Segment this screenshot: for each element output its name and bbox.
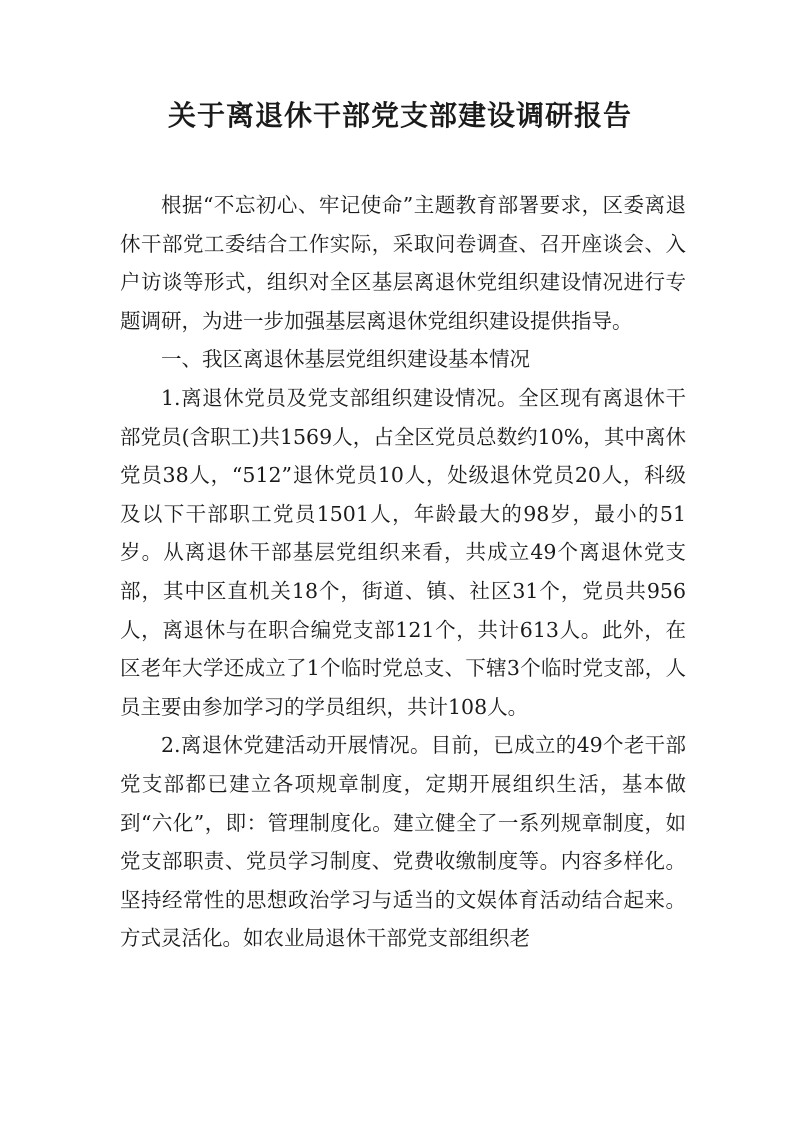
document-body — [120, 186, 686, 958]
intro-paragraph: 根据“不忘初心、牢记使命”主题教育部署要求，区委离退休干部党工委结合工作实际，采取问卷调查、召开座谈会、入户访谈等形式，组织对全区基层离退休党组织建设情况进行专题调研，为进一步加强基层离退休党组织建设提供指导。 — [120, 193, 686, 333]
paragraph-party-members: 1.离退休党员及党支部组织建设情况。全区现有离退休干部党员(含职工)共1569人，占全区党员总数约10%，其中离休党员38人，“512”退休党员10人，处级退休党员20人，科级及以下干部职工党员1501人，年龄最大的98岁，最小的51岁。从离退休干部基层党组织来看，共成立49个离退休党支部，其中区直机关18个，街道、镇、社区31个，党员共956人，离退休与在职合编党支部121个，共计613人。此外，在区老年大学还成立了1个临时党总支、下辖3个临时党支部，人员主要由参加学习的学员组织，共计108人。 — [120, 385, 686, 719]
paragraph-activities: 2.离退休党建活动开展情况。目前，已成立的49个老干部党支部都已建立各项规章制度，定期开展组织生活，基本做到“六化”，即：管理制度化。建立健全了一系列规章制度，如党支部职责、党员学习制度、党费收缴制度等。内容多样化。坚持经常性的思想政治学习与适当的文娱体育活动结合起来。方式灵活化。如农业局退休干部党支部组织老 — [120, 733, 686, 951]
document-title: 关于离退休干部党支部建设调研报告 — [167, 99, 632, 132]
section-heading: 一、我区离退休基层党组织建设基本情况 — [161, 347, 530, 372]
